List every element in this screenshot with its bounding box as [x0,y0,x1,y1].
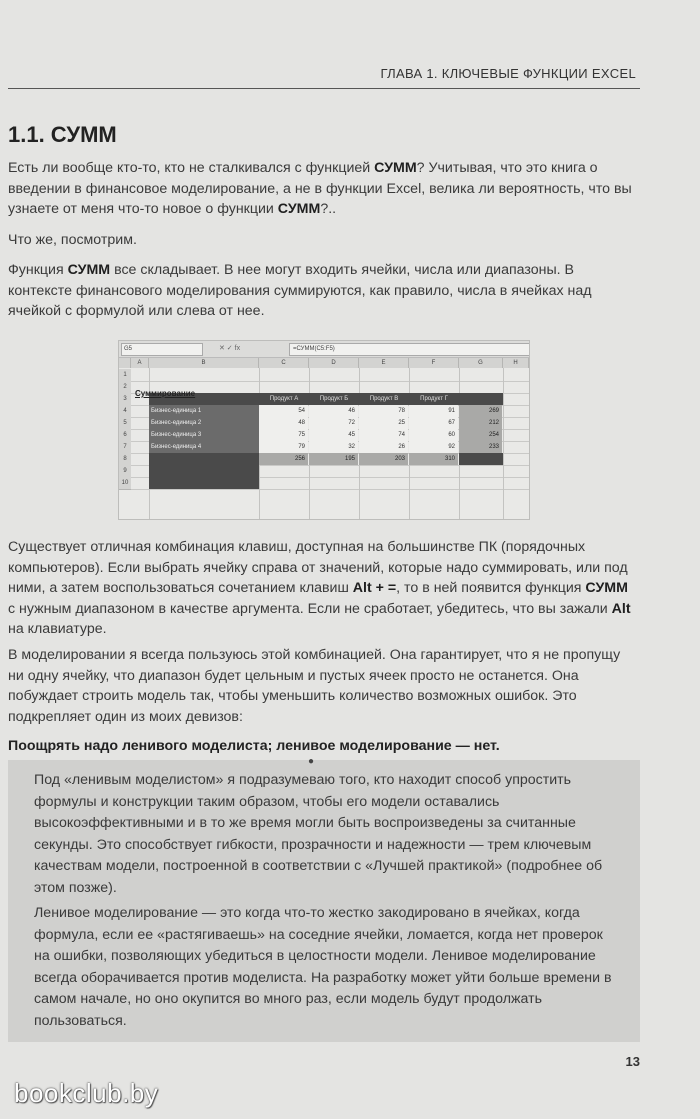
formula-field: =СУММ(C5:F5) [289,343,530,356]
data-cell: 72 [309,417,358,429]
column-header: A [131,358,149,368]
column-total-cell: 310 [409,453,458,465]
data-cell: 48 [259,417,308,429]
row-header: 2 [119,381,131,394]
row-header: 5 [119,417,131,430]
row-header: 4 [119,405,131,418]
column-header: C [259,358,309,368]
column-header: G [459,358,503,368]
column-header: F [409,358,459,368]
row-header: 10 [119,477,131,490]
note-paragraph-2: Ленивое моделирование — это когда что-то жестко закодировано в ячейках, когда формула, если ее «растягиваешь» на соседние ячейки, ломается, когда нет проверок на ошибки, позволяющих убедиться в целостности модели. Ленивое моделирование всегда оборачивается против моделиста. На разработку может уйти больше времени в самом начале, но оно окупится во много раз, если модель будут продолжать пользоваться. [34,905,612,1029]
row-header: 1 [119,369,131,382]
row-sum-cell: 269 [459,405,502,417]
formula-bar [119,341,529,358]
column-b-fill [149,465,259,489]
data-cell: 67 [409,417,458,429]
data-cell: 25 [359,417,408,429]
row-header: 6 [119,429,131,442]
row-label-cell: Бизнес-единица 4 [149,441,259,453]
row-sum-cell: 254 [459,429,502,441]
paragraph-intro: Есть ли вообще кто-то, кто не сталкивался с функцией СУММ? Учитывая, что это книга о введении в финансовое моделирование, а не в функции Excel, велика ли вероятность, что вы узнаете от меня что-то новое о функции СУММ?.. [8,160,632,217]
data-cell: 54 [259,405,308,417]
column-header: D [309,358,359,368]
row-header: 7 [119,441,131,454]
table-header-blank [459,393,503,405]
formula-bar-icons: ✕ ✓ fx [219,345,241,352]
column-header: E [359,358,409,368]
column-header: B [149,358,259,368]
data-cell: 78 [359,405,408,417]
header-rule [8,88,640,89]
grand-total-cell [459,453,503,465]
data-cell: 79 [259,441,308,453]
paragraph-lets-see: Что же, посмотрим. [8,232,137,248]
column-line [529,368,530,519]
paragraph-shortcut: Существует отличная комбинация клавиш, доступная на большинстве ПК (порядочных компьютеров). Если выбрать ячейку справа от значений, которые надо суммировать, или под ними, а затем воспользоваться сочетанием клавиш Alt + =, то в ней появится функция СУММ с нужным диапазоном в качестве аргумента. Если не сработает, убедитесь, что вы зажали Alt на клавиатуре. [8,539,631,637]
data-cell: 32 [309,441,358,453]
corner-cell [119,358,131,368]
paragraph-sum-function: Функция СУММ все складывает. В нее могут входить ячейки, числа или диапазоны. В контексте финансового моделирования суммируются, как правило, числа в ячейках над ячейкой с формулой или слева от нее. [8,262,592,319]
data-cell: 92 [409,441,458,453]
column-header: H [503,358,529,368]
data-cell: 91 [409,405,458,417]
running-head: ГЛАВА 1. КЛЮЧЕВЫЕ ФУНКЦИИ EXCEL [380,66,636,81]
row-label-cell: Бизнес-единица 2 [149,417,259,429]
column-total-cell: 256 [259,453,308,465]
row-sum-cell: 233 [459,441,502,453]
column-total-cell: 203 [359,453,408,465]
row-line [131,489,529,490]
row-header: 3 [119,393,131,406]
data-cell: 60 [409,429,458,441]
table-header-cell: Продукт Б [309,393,359,405]
row-label-cell: Бизнес-единица 3 [149,429,259,441]
spreadsheet-figure [118,340,530,520]
column-total-cell: 195 [309,453,358,465]
column-line [503,368,504,519]
name-box: G5 [121,343,203,356]
data-cell: 74 [359,429,408,441]
totals-blank [149,453,259,465]
section-title: 1.1. СУММ [8,122,117,147]
row-label-cell: Бизнес-единица 1 [149,405,259,417]
data-cell: 45 [309,429,358,441]
watermark: bookclub.by [14,1078,159,1108]
table-header-cell: Продукт А [259,393,309,405]
row-header: 8 [119,453,131,466]
row-line [131,381,529,382]
note-dot: ● [308,756,315,767]
motto: Поощрять надо ленивого моделиста; ленивое моделирование — нет. [8,738,500,754]
row-header: 9 [119,465,131,478]
table-header-cell: Продукт В [359,393,409,405]
data-cell: 75 [259,429,308,441]
data-cell: 26 [359,441,408,453]
paragraph-modeling: В моделировании я всегда пользуюсь этой комбинацией. Она гарантирует, что я не пропущу ни одну ячейку, что диапазон будет цельным и пустых ячеек просто не останется. Она побуждает строить модель так, чтобы уменьшить количество возможных ошибок. Это подкрепляет один из моих девизов: [8,647,621,725]
data-cell: 46 [309,405,358,417]
table-header-cell: Продукт Г [409,393,459,405]
note-box [8,756,640,1042]
page-number: 13 [625,1054,640,1069]
note-paragraph-1: Под «ленивым моделистом» я подразумеваю того, кто находит способ упростить формулы и конструкции таким образом, чтобы его модели оставались высокоэффективными и в то же время могли быть воспроизведены за считанные секунды. Это способствует гибкости, прозрачности и надежности — трем ключевым качествам модели, построенной в соответствии с «Лучшей практикой» (подробнее об этом позже). [34,772,603,896]
row-sum-cell: 212 [459,417,502,429]
sheet-title: Суммирование [135,389,196,398]
